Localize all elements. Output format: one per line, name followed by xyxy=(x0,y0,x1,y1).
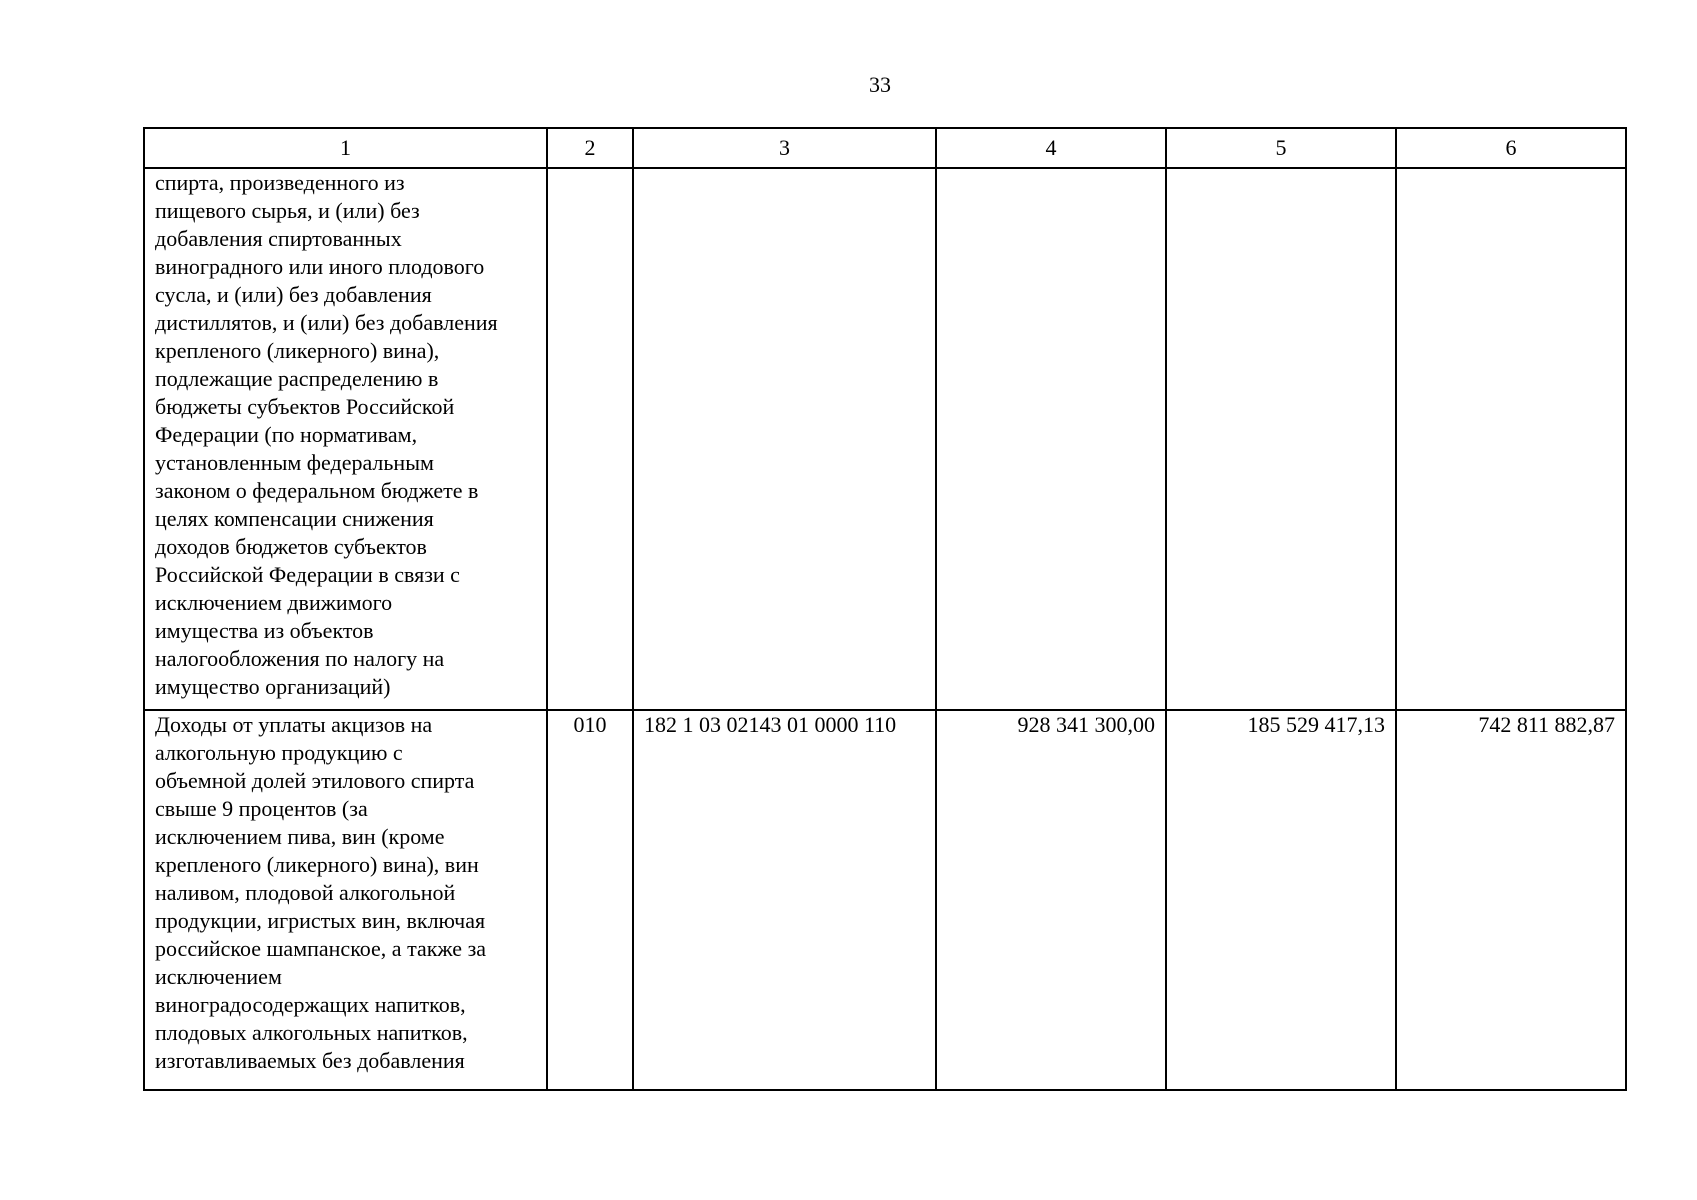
page-number: 33 xyxy=(869,72,891,97)
row-unexecuted-amount xyxy=(1396,168,1626,710)
row-description: спирта, произведенного из пищевого сырья, и (или) без добавления спиртованных виноградного или иного плодового сусла, и (или) без добавления дистиллятов, и (или) без добавления крепленого (ликерного) вина), подлежащие распределению в бюджеты субъектов Российской Федерации (по нормативам, установленным федеральным законом о федеральном бюджете в целях компенсации снижения доходов бюджетов субъектов Российской Федерации в связи с исключением движимого имущества из объектов налогообложения по налогу на имущество организаций) xyxy=(144,168,547,710)
table-row xyxy=(144,710,1626,1090)
row-line-code: 010 xyxy=(547,710,633,1090)
column-header-4: 4 xyxy=(936,128,1166,168)
row-budget-code: 182 1 03 02143 01 0000 110 xyxy=(633,710,936,1090)
row-unexecuted-amount: 742 811 882,87 xyxy=(1396,710,1626,1090)
row-approved-amount: 928 341 300,00 xyxy=(936,710,1166,1090)
row-budget-code xyxy=(633,168,936,710)
row-line-code xyxy=(547,168,633,710)
row-executed-amount xyxy=(1166,168,1396,710)
budget-table xyxy=(143,127,1627,1091)
row-approved-amount xyxy=(936,168,1166,710)
table-row xyxy=(144,168,1626,710)
column-header-6: 6 xyxy=(1396,128,1626,168)
table-header-row xyxy=(144,128,1626,168)
column-header-3: 3 xyxy=(633,128,936,168)
row-executed-amount: 185 529 417,13 xyxy=(1166,710,1396,1090)
column-header-2: 2 xyxy=(547,128,633,168)
row-description: Доходы от уплаты акцизов на алкогольную продукцию с объемной долей этилового спирта свыше 9 процентов (за исключением пива, вин (кроме крепленого (ликерного) вина), вин наливом, плодовой алкогольной продукции, игристых вин, включая российское шампанское, а также за исключением виноградосодержащих напитков, плодовых алкогольных напитков, изготавливаемых без добавления xyxy=(144,710,547,1090)
column-header-5: 5 xyxy=(1166,128,1396,168)
column-header-1: 1 xyxy=(144,128,547,168)
